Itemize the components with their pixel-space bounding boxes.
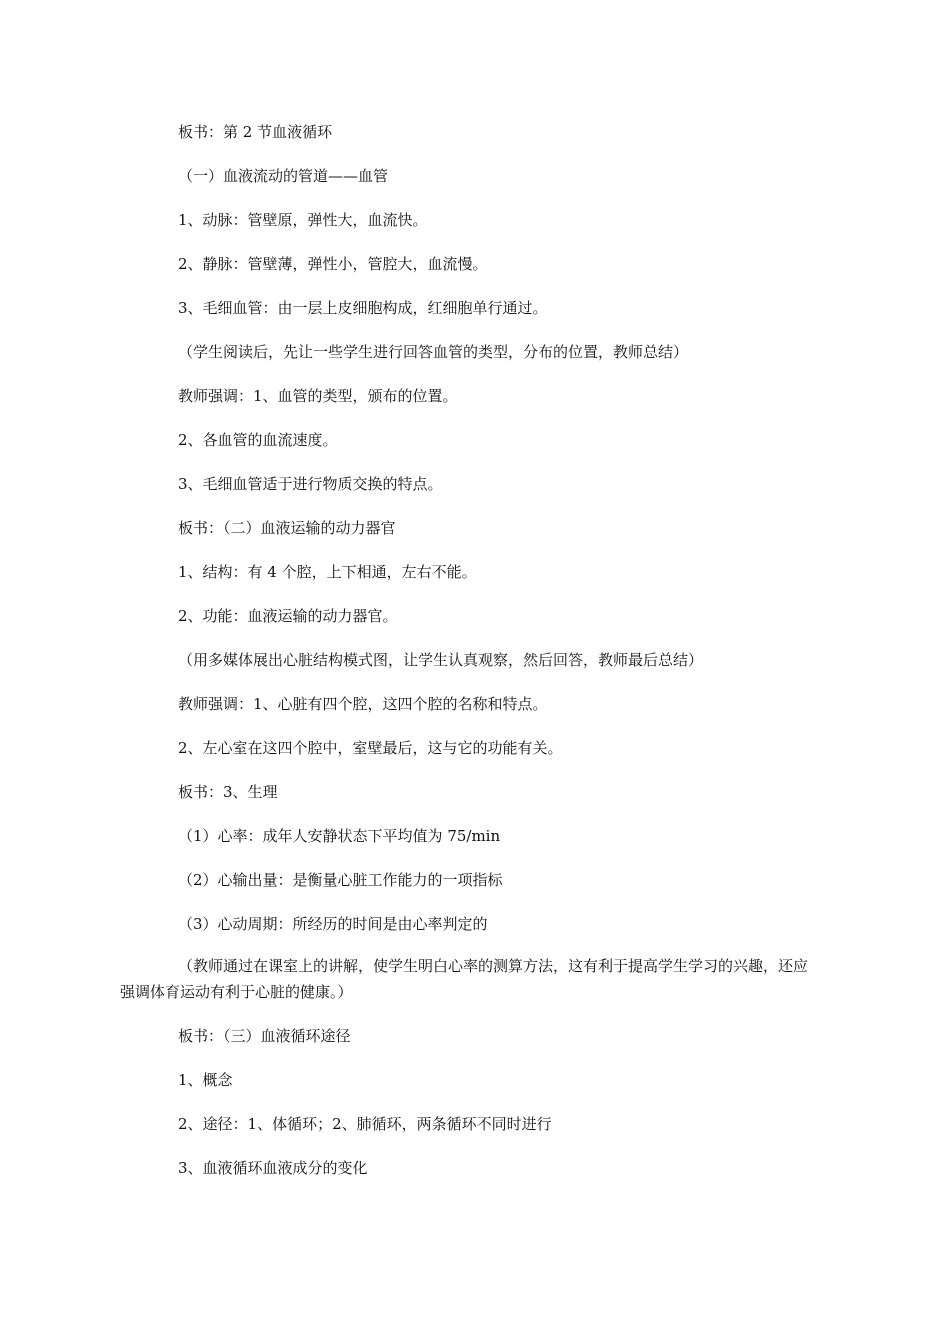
text-line-cardiac-cycle: （3）心动周期：所经历的时间是由心率判定的 — [178, 915, 488, 933]
text-line-function: 2、功能：血液运输的动力器官。 — [178, 607, 398, 625]
teaching-note-paragraph: （教师通过在课室上的讲解，使学生明白心率的测算方法，这有利于提高学生学习的兴趣，还应强调体育运动有利于心脏的健康。） — [120, 957, 809, 1001]
text-line-left-ventricle: 2、左心室在这四个腔中，室壁最后，这与它的功能有关。 — [178, 739, 563, 757]
text-line-capillary: 3、毛细血管：由一层上皮细胞构成，红细胞单行通过。 — [178, 299, 548, 317]
note-multimedia: （用多媒体展出心脏结构模式图，让学生认真观察，然后回答，教师最后总结） — [178, 651, 704, 669]
section-heading-blood-vessels: （一）血液流动的管道——血管 — [178, 167, 389, 185]
text-line-capillary-exchange: 3、毛细血管适于进行物质交换的特点。 — [178, 475, 443, 493]
text-line-vein: 2、静脉：管壁薄，弹性小，管腔大，血流慢。 — [178, 255, 488, 273]
teacher-emphasis-2: 教师强调：1、心脏有四个腔，这四个腔的名称和特点。 — [178, 695, 548, 713]
text-line-cardiac-output: （2）心输出量：是衡量心脏工作能力的一项指标 — [178, 871, 503, 889]
text-line-composition-change: 3、血液循环血液成分的变化 — [178, 1159, 368, 1177]
note-student-reading: （学生阅读后，先让一些学生进行回答血管的类型，分布的位置，教师总结） — [178, 343, 689, 361]
text-line-heart-rate: （1）心率：成年人安静状态下平均值为 75/min — [178, 827, 501, 845]
text-line-flow-speed: 2、各血管的血流速度。 — [178, 431, 338, 449]
section-heading-circulation: 板书：（三）血液循环途径 — [178, 1027, 351, 1045]
text-line-concept: 1、概念 — [178, 1071, 233, 1089]
section-heading-heart: 板书：（二）血液运输的动力器官 — [178, 519, 396, 537]
text-line-structure: 1、结构：有 4 个腔，上下相通，左右不能。 — [178, 563, 477, 581]
text-line-pathway: 2、途径：1、体循环；2、肺循环，两条循环不同时进行 — [178, 1115, 552, 1133]
section-heading-physiology: 板书：3、生理 — [178, 783, 278, 801]
board-heading-title: 板书：第 2 节血液循环 — [178, 123, 333, 141]
teacher-emphasis-1: 教师强调：1、血管的类型，颁布的位置。 — [178, 387, 458, 405]
text-line-artery: 1、动脉：管壁原，弹性大，血流快。 — [178, 211, 428, 229]
